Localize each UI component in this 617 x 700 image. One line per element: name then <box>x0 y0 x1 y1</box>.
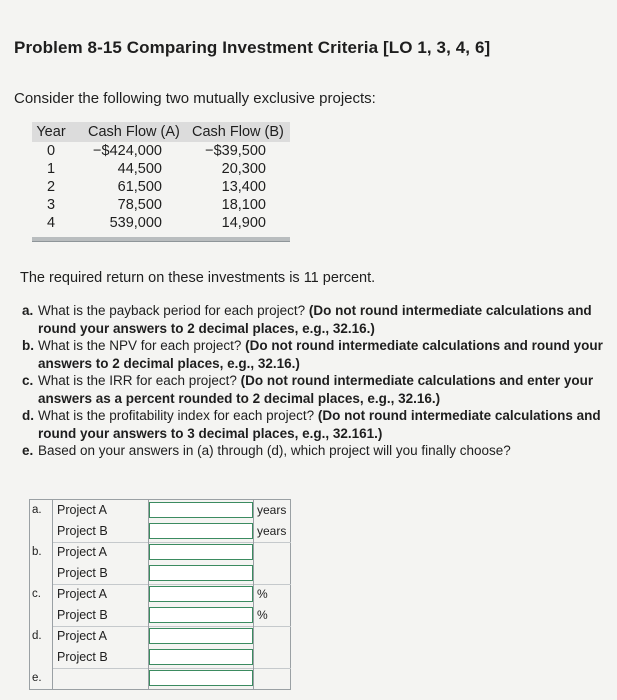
answer-project-label: Project A <box>53 500 149 521</box>
question-letter: d. <box>22 408 34 423</box>
answer-project-label: Project B <box>53 563 149 584</box>
header-cash-flow-b: Cash Flow (B) <box>192 124 284 140</box>
answer-letter: d. <box>29 626 53 647</box>
unit-label: years <box>257 503 287 517</box>
answer-row <box>29 668 291 689</box>
cash-flow-a-cell: 44,500 <box>117 161 162 177</box>
answer-row <box>29 542 291 563</box>
column-divider <box>253 584 254 605</box>
column-divider <box>253 626 254 647</box>
payback-b-input[interactable] <box>149 523 253 539</box>
question-instructions: (Do not round intermediate calculations and round your answers to 2 decimal places, e.g., 32.16.) <box>38 303 592 336</box>
cash-flow-a-cell: 61,500 <box>117 179 162 195</box>
answer-letter <box>29 521 53 542</box>
question-text: What is the payback period for each project? <box>38 303 309 318</box>
npv-a-input[interactable] <box>149 544 253 560</box>
cash-flow-a-cell: 78,500 <box>117 197 162 213</box>
question-letter: e. <box>22 443 34 458</box>
answer-row <box>29 605 291 626</box>
answer-letter: b. <box>29 542 53 563</box>
answer-row <box>29 563 291 584</box>
question-b <box>20 337 610 372</box>
year-cell: 2 <box>46 179 56 195</box>
answer-row <box>29 500 291 521</box>
cash-flow-b-cell: 18,100 <box>221 197 266 213</box>
answer-project-label <box>53 668 149 689</box>
pi-a-input[interactable] <box>149 628 253 644</box>
answer-project-label: Project A <box>53 542 149 563</box>
question-instructions: (Do not round intermediate calculations and round your answers to 2 decimal places, e.g., 32.16.) <box>38 338 603 371</box>
answer-row <box>29 626 291 647</box>
answer-project-label: Project B <box>53 647 149 668</box>
answer-grid <box>29 500 291 690</box>
answer-project-label: Project B <box>53 605 149 626</box>
question-letter: a. <box>22 303 34 318</box>
answer-letter: e. <box>29 668 53 689</box>
column-divider <box>253 668 254 689</box>
cash-flow-a-cell: 539,000 <box>109 215 162 231</box>
unit-label: years <box>257 524 287 538</box>
answer-project-label: Project A <box>53 584 149 605</box>
problem-title: Problem 8-15 Comparing Investment Criteria [LO 1, 3, 4, 6] <box>14 38 491 57</box>
cash-flow-b-cell: 13,400 <box>221 179 266 195</box>
cash-flow-b-cell: 20,300 <box>221 161 266 177</box>
question-text: What is the profitability index for each project? <box>38 408 318 423</box>
required-return-text: The required return on these investments is 11 percent. <box>20 270 376 286</box>
irr-a-input[interactable] <box>149 586 253 602</box>
question-letter: c. <box>22 373 34 388</box>
question-text: Based on your answers in (a) through (d), which project will you finally choose? <box>38 443 511 458</box>
answer-row <box>29 584 291 605</box>
table-bottom-rule <box>32 237 290 242</box>
header-year: Year <box>36 124 66 140</box>
answer-letter <box>29 605 53 626</box>
pi-b-input[interactable] <box>149 649 253 665</box>
year-cell: 3 <box>46 197 56 213</box>
question-letter: b. <box>22 338 34 353</box>
payback-a-input[interactable] <box>149 502 253 518</box>
column-divider <box>253 542 254 563</box>
question-e <box>20 442 610 460</box>
question-a <box>20 302 610 337</box>
irr-b-input[interactable] <box>149 607 253 623</box>
npv-b-input[interactable] <box>149 565 253 581</box>
cash-flow-rows <box>32 142 290 234</box>
question-d <box>20 407 610 442</box>
column-divider <box>253 500 254 521</box>
year-cell: 4 <box>46 215 56 231</box>
answer-row <box>29 647 291 668</box>
answer-row <box>29 521 291 542</box>
answer-project-label: Project A <box>53 626 149 647</box>
year-cell: 1 <box>46 161 56 177</box>
answer-project-label: Project B <box>53 521 149 542</box>
intro-text: Consider the following two mutually exclusive projects: <box>14 90 376 107</box>
column-divider <box>253 605 254 626</box>
question-text: What is the IRR for each project? <box>38 373 241 388</box>
column-divider <box>253 521 254 542</box>
year-cell: 0 <box>46 143 56 159</box>
header-cash-flow-a: Cash Flow (A) <box>88 124 180 140</box>
question-text: What is the NPV for each project? <box>38 338 246 353</box>
column-divider <box>253 647 254 668</box>
cash-flow-b-cell: 14,900 <box>221 215 266 231</box>
answer-letter <box>29 647 53 668</box>
question-instructions: (Do not round intermediate calculations and enter your answers as a percent rounded to 2 decimal places, e.g., 32.16.) <box>38 373 594 406</box>
cash-flow-header <box>32 122 290 142</box>
answer-letter: a. <box>29 500 53 521</box>
cash-flow-b-cell: −$39,500 <box>205 143 266 159</box>
question-c <box>20 372 610 407</box>
cash-flow-a-cell: −$424,000 <box>93 143 162 159</box>
project-choice-input[interactable] <box>149 670 253 686</box>
unit-label: % <box>257 608 268 622</box>
column-divider <box>253 563 254 584</box>
unit-label: % <box>257 587 268 601</box>
answer-letter <box>29 563 53 584</box>
question-instructions: (Do not round intermediate calculations and round your answers to 3 decimal places, e.g., 32.161.) <box>38 408 601 441</box>
answer-letter: c. <box>29 584 53 605</box>
cash-flow-table <box>32 122 290 234</box>
questions-list <box>20 302 610 460</box>
